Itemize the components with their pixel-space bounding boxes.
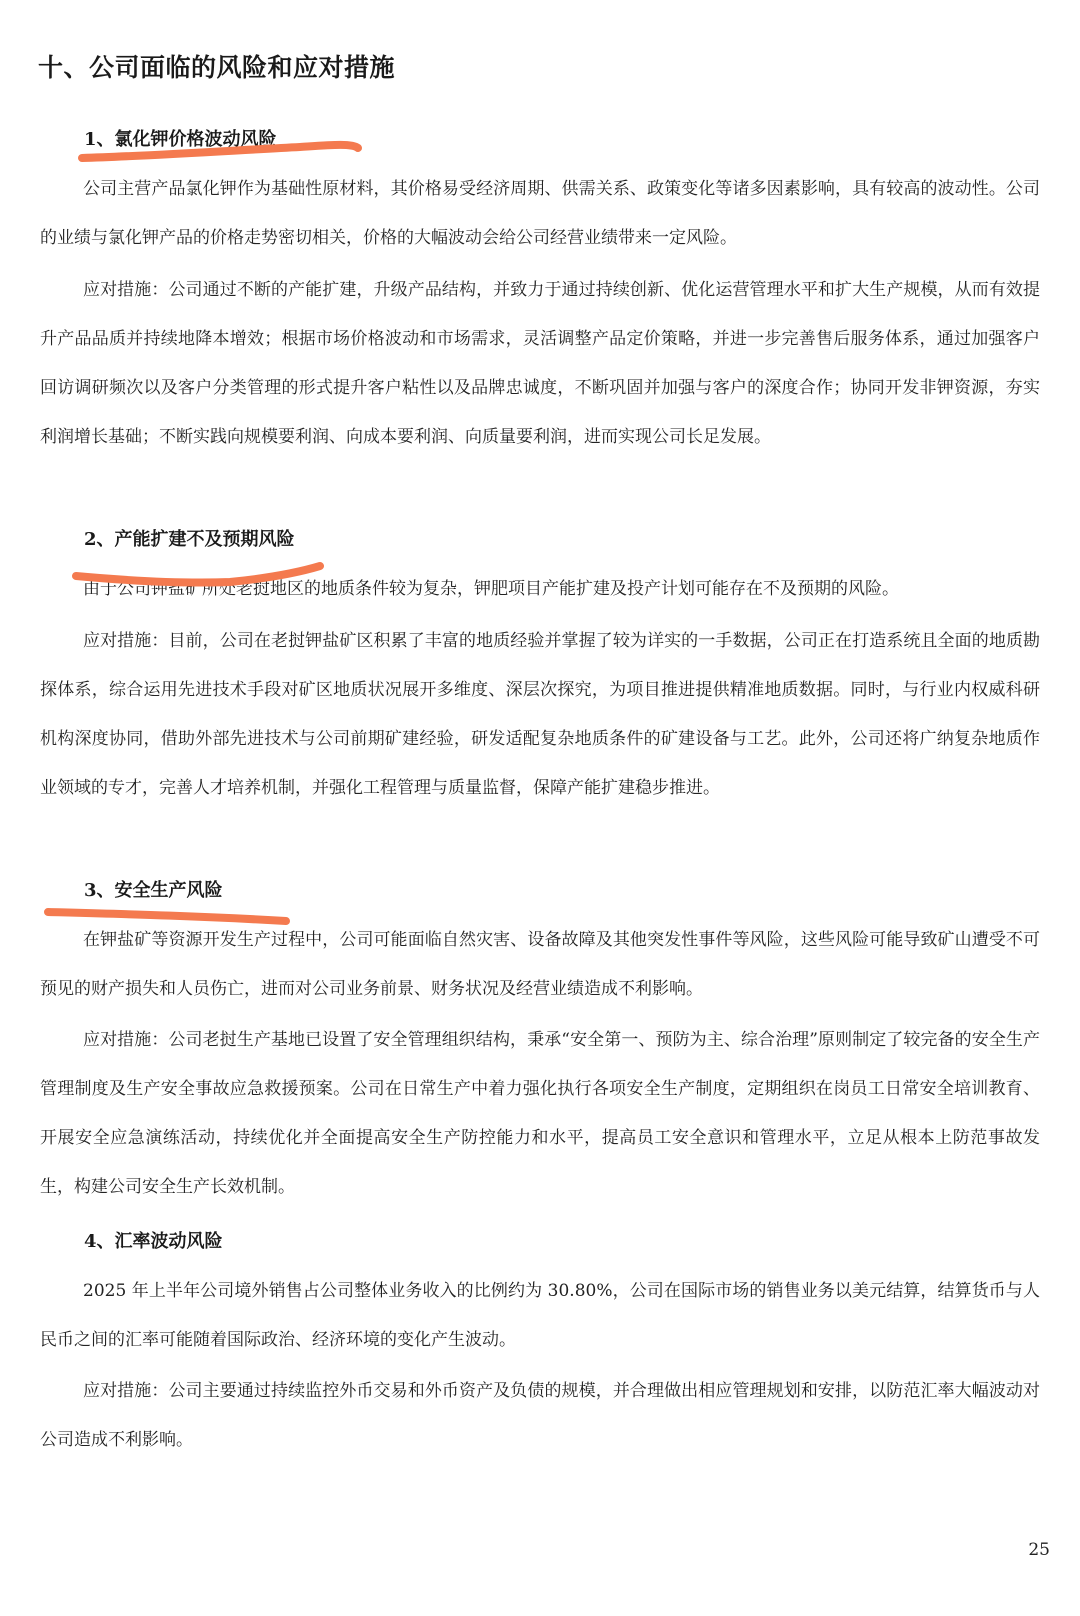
section-2-paragraph-2: 应对措施：目前，公司在老挝钾盐矿区积累了丰富的地质经验并掌握了较为详实的一手数据，公司正在打造系统且全面的地质勘探体系，综合运用先进技术手段对矿区地质状况展开多维度、深层次探究，为项目推进提供精准地质数据。同时，与行业内权威科研机构深度协同，借助外部先进技术与公司前期矿建经验，研发适配复杂地质条件的矿建设备与工艺。此外，公司还将广纳复杂地质作业领域的专才，完善人才培养机制，并强化工程管理与质量监督，保障产能扩建稳步推进。: [40, 631, 1040, 798]
page-title: 十、公司面临的风险和应对措施: [38, 53, 396, 82]
section-heading-1: 1、氯化钾价格波动风险: [84, 129, 277, 150]
section-3-paragraph-1: 在钾盐矿等资源开发生产过程中，公司可能面临自然灾害、设备故障及其他突发性事件等风险，这些风险可能导致矿山遭受不可预见的财产损失和人员伤亡，进而对公司业务前景、财务状况及经营业绩造成不利影响。: [40, 930, 1040, 999]
section-heading-2: 2、产能扩建不及预期风险: [84, 529, 295, 550]
section-heading-3: 3、安全生产风险: [84, 880, 223, 901]
section-4-paragraph-1: 2025 年上半年公司境外销售占公司整体业务收入的比例约为 30.80%，公司在国际市场的销售业务以美元结算，结算货币与人民币之间的汇率可能随着国际政治、经济环境的变化产生波动。: [40, 1281, 1040, 1350]
section-3-paragraph-2: 应对措施：公司老挝生产基地已设置了安全管理组织结构，秉承“安全第一、预防为主、综合治理”原则制定了较完备的安全生产管理制度及生产安全事故应急救援预案。公司在日常生产中着力强化执行各项安全生产制度，定期组织在岗员工日常安全培训教育、开展安全应急演练活动，持续优化并全面提高安全生产防控能力和水平，提高员工安全意识和管理水平，立足从根本上防范事故发生，构建公司安全生产长效机制。: [40, 1030, 1040, 1197]
section-4-paragraph-2: 应对措施：公司主要通过持续监控外币交易和外币资产及负债的规模，并合理做出相应管理规划和安排，以防范汇率大幅波动对公司造成不利影响。: [40, 1381, 1040, 1450]
section-1-paragraph-2: 应对措施：公司通过不断的产能扩建，升级产品结构，并致力于通过持续创新、优化运营管理水平和扩大生产规模，从而有效提升产品品质并持续地降本增效；根据市场价格波动和市场需求，灵活调整产品定价策略，并进一步完善售后服务体系，通过加强客户回访调研频次以及客户分类管理的形式提升客户粘性以及品牌忠诚度，不断巩固并加强与客户的深度合作；协同开发非钾资源，夯实利润增长基础；不断实践向规模要利润、向成本要利润、向质量要利润，进而实现公司长足发展。: [40, 280, 1040, 447]
section-heading-4: 4、汇率波动风险: [84, 1231, 223, 1252]
section-2-paragraph-1: 由于公司钾盐矿所处老挝地区的地质条件较为复杂，钾肥项目产能扩建及投产计划可能存在不及预期的风险。: [83, 579, 899, 599]
page-number: 25: [1028, 1540, 1050, 1560]
section-1-paragraph-1: 公司主营产品氯化钾作为基础性原材料，其价格易受经济周期、供需关系、政策变化等诸多因素影响，具有较高的波动性。公司的业绩与氯化钾产品的价格走势密切相关，价格的大幅波动会给公司经营业绩带来一定风险。: [40, 179, 1040, 248]
